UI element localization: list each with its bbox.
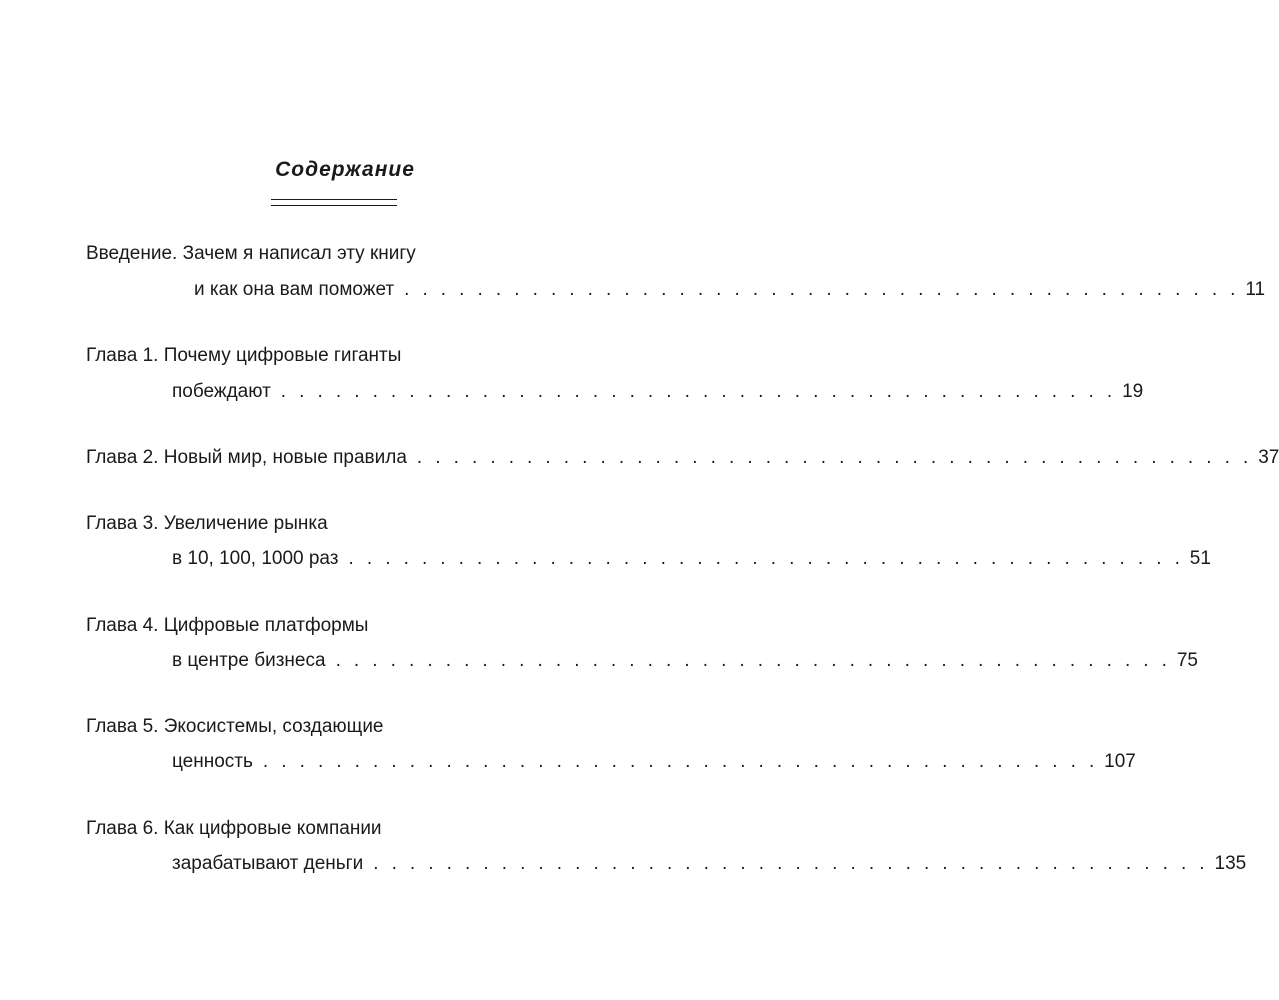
page-number: 107	[1104, 751, 1136, 772]
page-number: 11	[1245, 279, 1266, 300]
page-number: 75	[1176, 650, 1198, 671]
page-number: 19	[1122, 381, 1144, 402]
toc-entry-last-line	[86, 547, 1211, 571]
toc-entry-title: Глава 2. Новый мир, новые правила	[86, 447, 407, 468]
toc-entry-title-continuation: побеждают	[172, 381, 271, 402]
toc-entry-title-line: Глава 3. Увеличение рынка	[86, 513, 328, 534]
toc-entry-title-continuation: в 10, 100, 1000 раз	[172, 548, 339, 569]
toc-entry-title-continuation: в центре бизнеса	[172, 650, 326, 671]
dot-leader: . . . . . . . . . . . . . . . . . . . . . . . . . . . . . . . . . . . . . . . . . . . . . .	[348, 548, 1184, 569]
toc-entry-last-line	[86, 649, 1198, 673]
toc-entry-last-line	[86, 278, 1266, 302]
dot-leader: . . . . . . . . . . . . . . . . . . . . . . . . . . . . . . . . . . . . . . . . . . . . . .	[335, 650, 1171, 671]
page-number: 135	[1214, 853, 1247, 874]
title-underline-top	[271, 199, 397, 200]
toc-entry-title-line: Глава 6. Как цифровые компании	[86, 818, 382, 839]
toc-entry-last-line	[86, 380, 1144, 404]
toc-entry-last-line	[86, 750, 1136, 774]
toc-entry-title-continuation: и как она вам поможет	[194, 279, 395, 300]
toc-entry-title-line: Глава 4. Цифровые платформы	[86, 615, 369, 636]
page-number: 51	[1189, 548, 1211, 569]
dot-leader: . . . . . . . . . . . . . . . . . . . . . . . . . . . . . . . . . . . . . . . . . . . . . .	[262, 751, 1099, 772]
page-title: Содержание	[275, 158, 415, 181]
toc-entry-title-continuation: зарабатывают деньги	[172, 853, 364, 874]
title-underline-bottom	[271, 205, 397, 206]
dot-leader: . . . . . . . . . . . . . . . . . . . . . . . . . . . . . . . . . . . . . . . . . . . . . .	[373, 853, 1209, 874]
toc-entry-last-line	[86, 446, 1279, 470]
dot-leader: . . . . . . . . . . . . . . . . . . . . . . . . . . . . . . . . . . . . . . . . . . . . . .	[416, 447, 1253, 468]
toc-entry-title-line: Глава 1. Почему цифровые гиганты	[86, 345, 402, 366]
dot-leader: . . . . . . . . . . . . . . . . . . . . . . . . . . . . . . . . . . . . . . . . . . . . . .	[280, 381, 1117, 402]
toc-entry-title-line: Введение. Зачем я написал эту книгу	[86, 243, 416, 264]
page-number: 37	[1258, 447, 1279, 468]
toc-entry-last-line	[86, 852, 1247, 876]
dot-leader: . . . . . . . . . . . . . . . . . . . . . . . . . . . . . . . . . . . . . . . . . . . . . .	[404, 279, 1240, 300]
toc-entry-title-line: Глава 5. Экосистемы, создающие	[86, 716, 384, 737]
toc-entry-title-continuation: ценность	[172, 751, 253, 772]
